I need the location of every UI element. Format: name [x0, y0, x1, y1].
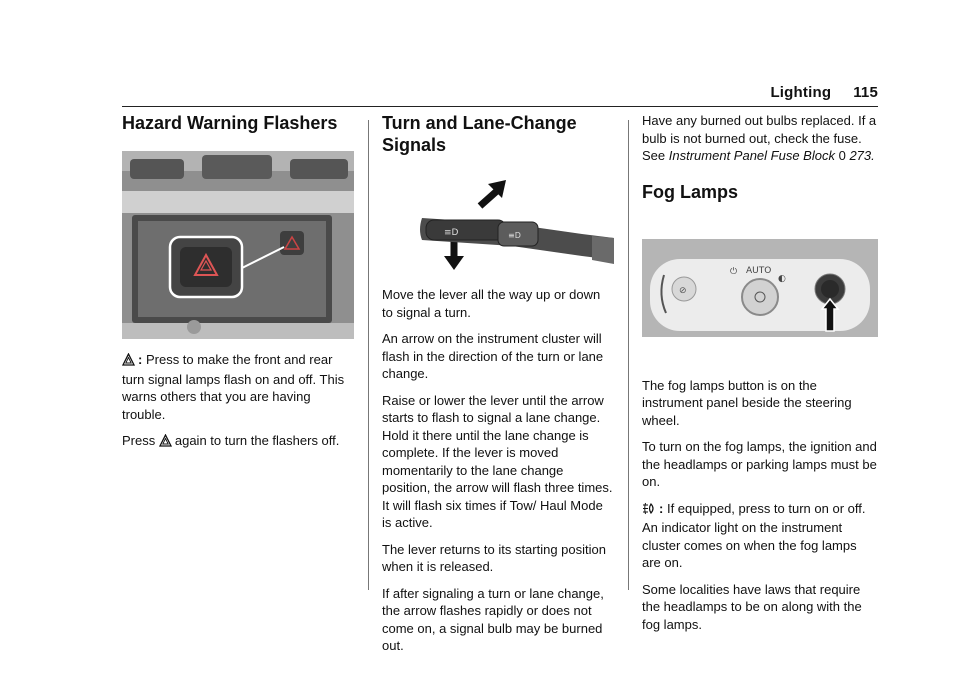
fog-lamps-heading: Fog Lamps: [642, 181, 739, 202]
hazard-triangle-icon: [122, 353, 135, 371]
column-divider: [368, 120, 369, 590]
column-turn-signals: [382, 112, 614, 664]
svg-text:⊘: ⊘: [679, 285, 687, 296]
column-fog-lamps: [642, 112, 878, 642]
fog-paragraph-2: To turn on the fog lamps, the ignition and the headlamps or parking lamps must be on.: [642, 439, 877, 489]
auto-label: AUTO: [746, 265, 772, 276]
fog-lamp-switch-photo: [642, 239, 878, 337]
turn-paragraph-1: Move the lever all the way up or down to signal a turn.: [382, 287, 601, 320]
page-reference-arrow-icon: 0: [838, 148, 846, 163]
fog-paragraph-1: The fog lamps button is on the instrument panel beside the steering wheel.: [642, 377, 852, 428]
hazard-heading: Hazard Warning Flashers: [122, 113, 338, 133]
fog-paragraph-3: : If equipped, press to turn on or off. An indicator light on the instrument cluster comes on when the fog lamps are on.: [642, 500, 866, 570]
hazard-triangle-icon: [159, 434, 172, 452]
hazard-button-photo: [122, 151, 354, 339]
header-rule: [122, 106, 878, 107]
column-divider: [628, 120, 629, 590]
turn-paragraph-4: The lever returns to its starting position when it is released.: [382, 541, 606, 574]
bulb-fuse-paragraph: Have any burned out bulbs replaced. If a bulb is not burned out, check the fuse. See Instrument Panel Fuse Block 0 273.: [642, 113, 877, 163]
hazard-paragraph-2: Press again to turn the flashers off.: [122, 432, 354, 452]
svg-text:⏻: ⏻: [730, 266, 738, 277]
section-title: Lighting: [770, 84, 832, 101]
running-header: [748, 84, 878, 101]
fuse-block-reference: Instrument Panel Fuse Block: [668, 148, 835, 163]
svg-text:≡D: ≡D: [508, 231, 521, 240]
svg-text:◐: ◐: [778, 273, 786, 284]
turn-signals-heading: Turn and Lane-Change Signals: [382, 113, 577, 155]
turn-paragraph-3: Raise or lower the lever until the arrow starts to flash to signal a lane change. Hold it there until the lane change is complete. If the lever is moved momentarily to the lane change position, the arrow will flash three times. It will flash six times if Tow/ Haul Mode is active.: [382, 392, 613, 530]
page-number: 115: [853, 84, 878, 101]
turn-paragraph-2: An arrow on the instrument cluster will flash in the direction of the turn or lane change.: [382, 331, 604, 381]
fog-paragraph-4: Some localities have laws that require the headlamps to be on along with the fog lamps.: [642, 581, 862, 632]
fuse-block-page: 273.: [849, 148, 875, 163]
front-fog-lamp-icon: [642, 502, 656, 520]
hazard-paragraph-1: : Press to make the front and rear turn signal lamps flash on and off. This warns others that you are having trouble.: [122, 352, 345, 422]
column-hazard: [122, 112, 354, 461]
svg-text:≡D: ≡D: [444, 228, 459, 238]
turn-paragraph-5: If after signaling a turn or lane change, the arrow flashes rapidly or does not come on, a signal bulb may be burned out.: [382, 585, 604, 653]
turn-signal-lever-illustration: [382, 174, 614, 286]
